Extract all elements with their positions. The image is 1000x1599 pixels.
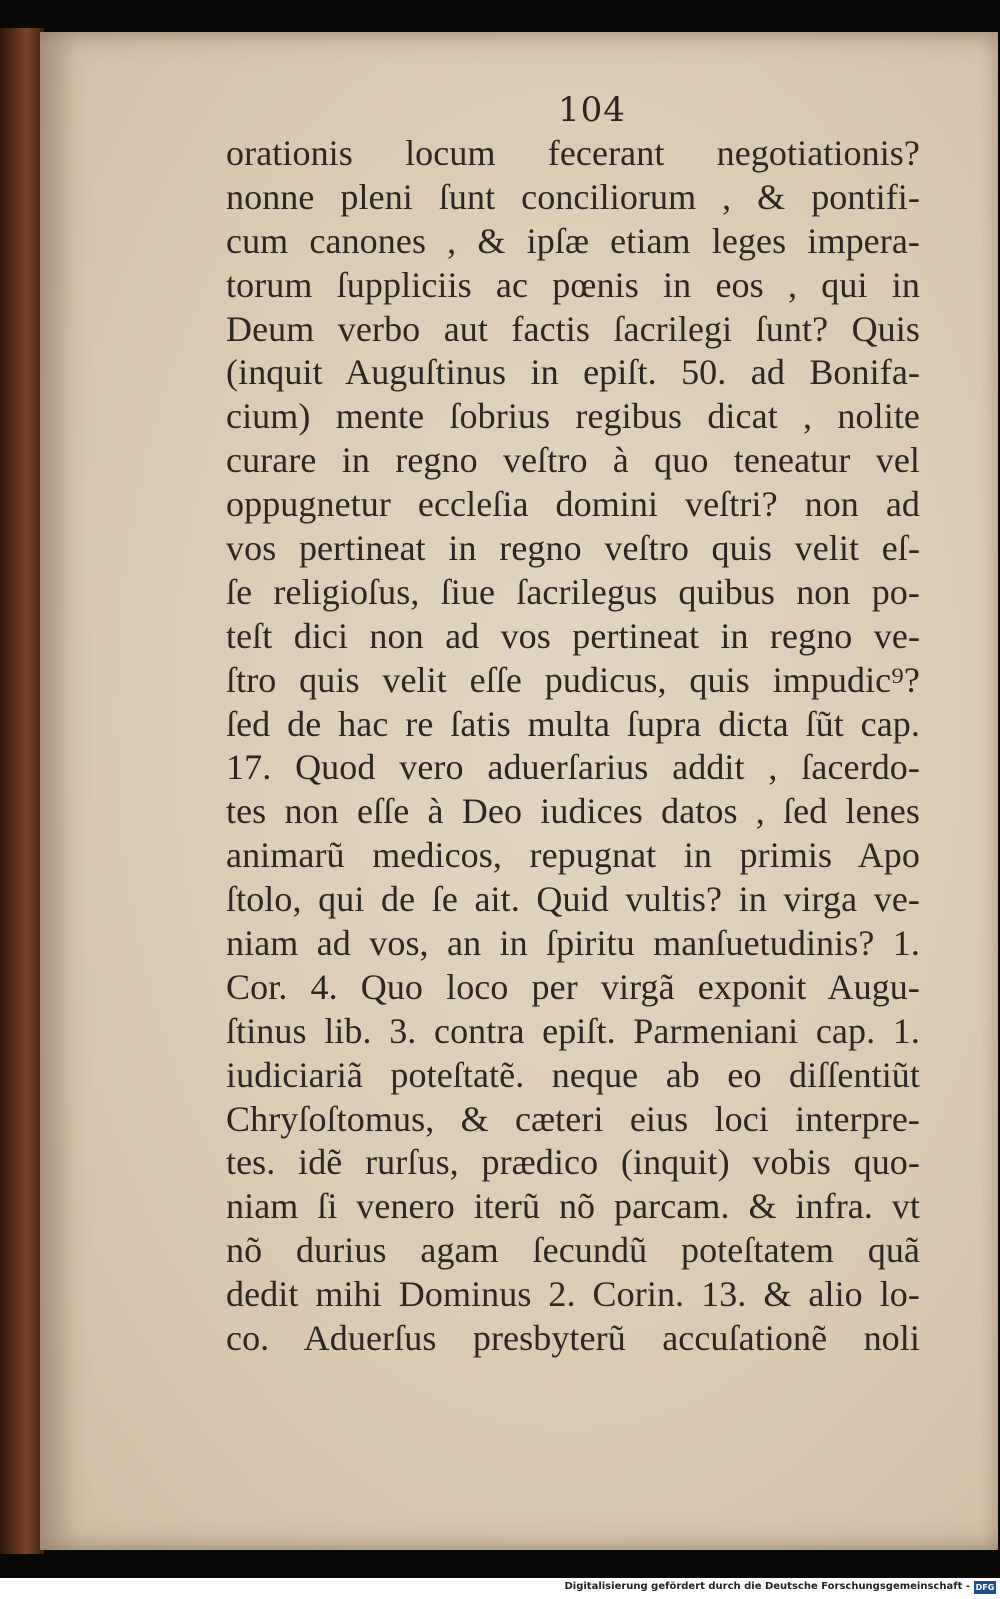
- text-line: orationis locum fecerant negotiationis?: [226, 133, 920, 173]
- text-line: Cor. 4. Quo loco per virgã exponit Augu-: [226, 966, 920, 1007]
- footer-credit: Digitalisierung gefördert durch die Deutsche Forschungsgemeinschaft -: [564, 1581, 970, 1592]
- dfg-logo-icon: DFG: [975, 1583, 995, 1592]
- text-line: ſtolo, qui de ſe ait. Quid vultis? in virga ve-: [226, 879, 920, 920]
- text-line: Chryſoſtomus, & cæteri eius loci interpre-: [226, 1098, 920, 1139]
- text-line: co. Aduerſus presbyterũ accuſationẽ noli: [226, 1318, 920, 1359]
- text-line: iudiciariã poteſtatẽ. neque ab eo diſſentiũt: [226, 1054, 920, 1095]
- text-line: oppugnetur eccleſia domini veſtri? non ad: [226, 484, 920, 525]
- text-line: curare in regno veſtro à quo teneatur vel: [226, 440, 920, 481]
- text-line: dedit mihi Dominus 2. Corin. 13. & alio lo-: [226, 1274, 920, 1315]
- text-line: (inquit Auguſtinus in epiſt. 50. ad Bonifa-: [226, 352, 920, 393]
- text-line: ſtinus lib. 3. contra epiſt. Parmeniani cap. 1.: [226, 1010, 920, 1051]
- text-line: cium) mente ſobrius regibus dicat , nolite: [226, 396, 920, 437]
- text-line: tes non eſſe à Deo iudices datos , ſed lenes: [226, 791, 920, 832]
- text-line: animarũ medicos, repugnat in primis Apo: [226, 835, 920, 876]
- text-line: ſtro quis velit eſſe pudicus, quis impudic⁹?: [226, 659, 920, 700]
- text-line: 17. Quod vero aduerſarius addit , ſacerdo-: [226, 747, 920, 788]
- text-line: tes. idẽ rurſus, prædico (inquit) vobis quo-: [226, 1142, 920, 1183]
- text-line: nonne pleni ſunt conciliorum , & pontifi-: [226, 176, 920, 217]
- text-line: ſe religioſus, ſiue ſacrilegus quibus non po-: [226, 571, 920, 612]
- text-line: niam ſi venero iterũ nõ parcam. & infra. vt: [226, 1186, 920, 1227]
- page-number: 104: [558, 90, 626, 130]
- text-line: ſed de hac re ſatis multa ſupra dicta ſũt cap.: [226, 703, 920, 744]
- book-edge: [0, 28, 44, 1554]
- text-line: niam ad vos, an in ſpiritu manſuetudinis? 1.: [226, 923, 920, 964]
- text-line: Deum verbo aut factis ſacrilegi ſunt? Quis: [226, 308, 920, 349]
- text-line: vos pertineat in regno veſtro quis velit eſ-: [226, 528, 920, 569]
- text-line: cum canones , & ipſæ etiam leges impera-: [226, 220, 920, 261]
- text-line: torum ſuppliciis ac pœnis in eos , qui in: [226, 264, 920, 305]
- body-text: [226, 132, 920, 1361]
- text-line: teſt dici non ad vos pertineat in regno ve-: [226, 615, 920, 656]
- footer-bar: [0, 1578, 1000, 1599]
- text-line: nõ durius agam ſecundũ poteſtatem quã: [226, 1230, 920, 1271]
